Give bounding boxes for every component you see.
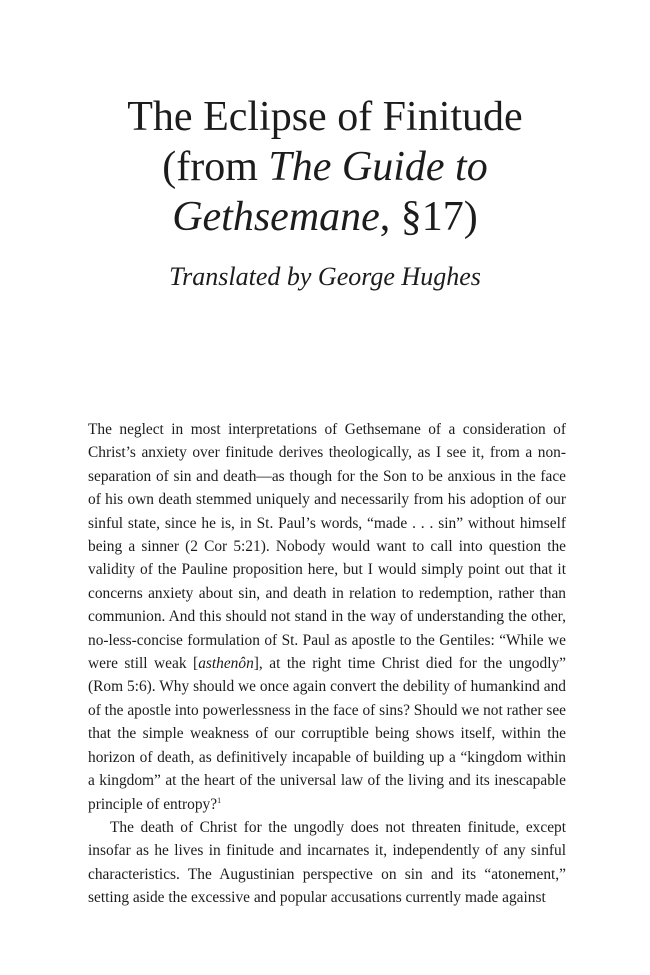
translator-credit: Translated by George Hughes (169, 262, 481, 291)
greek-term: asthenôn (198, 655, 254, 673)
footnote-marker[interactable]: 1 (217, 795, 222, 805)
chapter-title (0, 92, 650, 242)
paragraph-2: The death of Christ for the ungodly does not threaten finitude, except insofar as he lives in finitude and incarnates it, independently of any sinful characteristics. The Augustinian perspective on sin and its “atonement,” setting aside the excessive and popular accusations currently made against (88, 818, 566, 907)
paragraph-1 (88, 418, 566, 816)
body-text (88, 418, 566, 910)
title-italic-book-cont: Gethsemane (172, 194, 380, 240)
title-section-ref: , §17) (379, 194, 478, 240)
paragraph-1-part-a: The neglect in most interpretations of Gethsemane of a consideration of Christ’s anxiety over finitude derives theologically, as I see it, from a non-separation of sin and death—as though for the Son to be anxious in the face of his own death stemmed uniquely and necessarily from his adoption of our sinful state, since he is, in St. Paul’s words, “made . . . sin” without himself being a sinner (2 Cor 5:21). Nobody would want to call into question the validity of the Pauline proposition here, but I would simply point out that it concerns anxiety about sin, and death in relation to redemption, rather than communion. And this should not stand in the way of understanding the other, no-less-concise formulation of St. Paul as apostle to the Gentiles: “While we were still weak [ (88, 421, 566, 673)
title-line-2-text: (from (162, 144, 269, 190)
title-italic-book: The Guide to (268, 144, 488, 190)
title-line-1: The Eclipse of Finitude (127, 94, 523, 140)
paragraph-1-part-b: ], at the right time Christ died for the ungodly” (Rom 5:6). Why should we once again convert the debility of humankind and of the apostle into powerlessness in the face of sins? Should we not rather see that the simple weakness of our corruptible being shows itself, within the horizon of death, as definitively incapable of building up a “kingdom within a kingdom” at the heart of the universal law of the living and its inescapable principle of entropy? (88, 655, 566, 813)
title-line-2 (0, 142, 650, 192)
title-line-3 (0, 192, 650, 242)
